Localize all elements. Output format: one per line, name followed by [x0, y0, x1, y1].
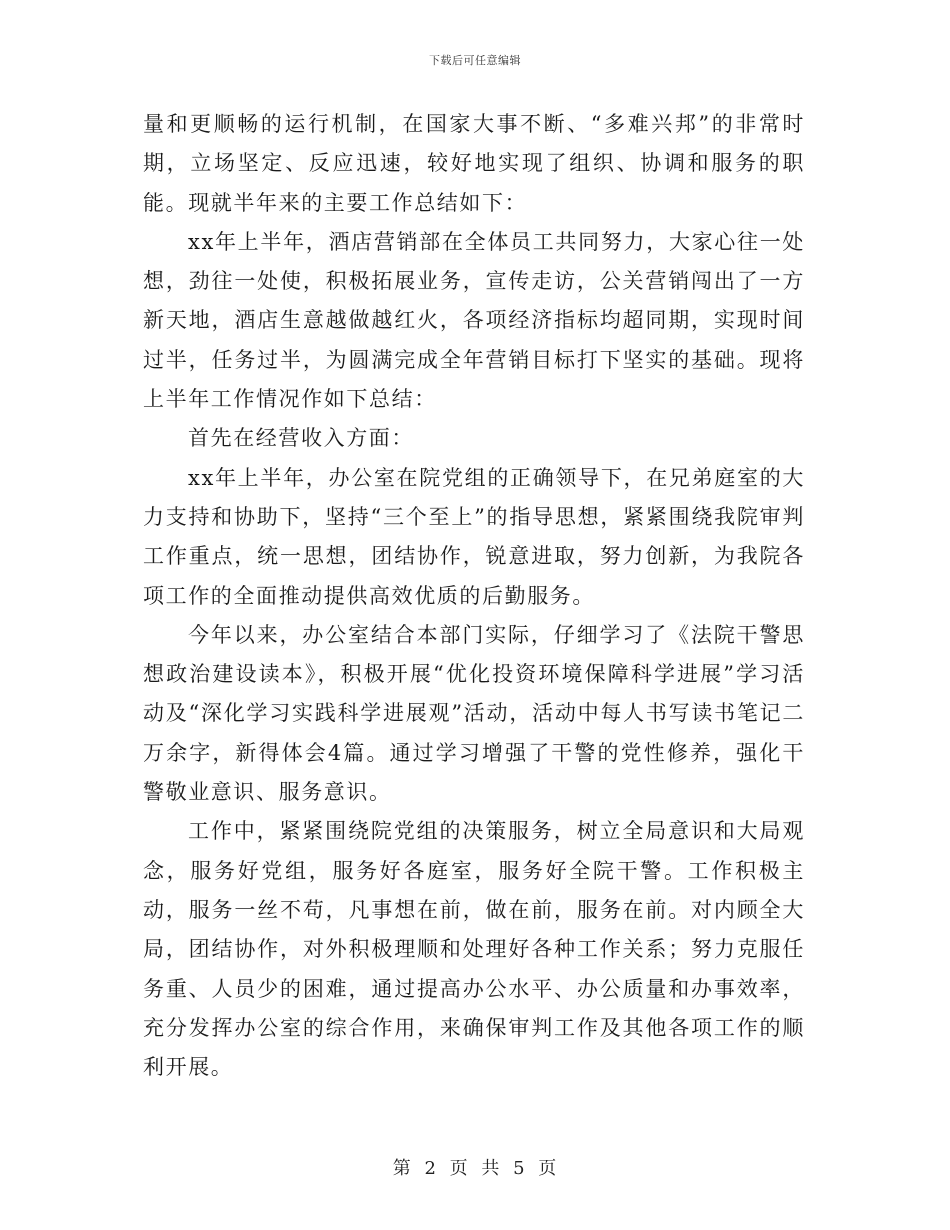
page-number-footer: 第 2 页 共 5 页	[392, 1158, 558, 1179]
paragraph: 首先在经营收入方面：	[188, 426, 414, 451]
paragraph: xx年上半年，办公室在院党组的正确领导下，在兄弟庭室的大力支持和协助下，坚持“三个至上”的指导思想，紧紧围绕我院审判工作重点，统一思想，团结协作，锐意进取，努力创新，为我院各项工作的全面推动提供高效优质的后勤服务。	[143, 465, 805, 608]
paragraph: 量和更顺畅的运行机制，在国家大事不断、“多难兴邦”的非常时期，立场坚定、反应迅速，较好地实现了组织、协调和服务的职能。现就半年来的主要工作总结如下：	[143, 112, 805, 215]
paragraph: xx年上半年，酒店营销部在全体员工共同努力，大家心往一处想，劲往一处使，积极拓展业务，宣传走访，公关营销闯出了一方新天地，酒店生意越做越红火，各项经济指标均超同期，实现时间过半，任务过半，为圆满完成全年营销目标打下坚实的基础。现将上半年工作情况作如下总结：	[143, 229, 805, 412]
paragraph: 工作中，紧紧围绕院党组的决策服务，树立全局意识和大局观念，服务好党组，服务好各庭室，服务好全院干警。工作积极主动，服务一丝不苟，凡事想在前，做在前，服务在前。对内顾全大局，团结协作，对外积极理顺和处理好各种工作关系；努力克服任务重、人员少的困难，通过提高办公水平、办公质量和办事效率，充分发挥办公室的综合作用，来确保审判工作及其他各项工作的顺利开展。	[143, 819, 805, 1080]
paragraph: 今年以来，办公室结合本部门实际，仔细学习了《法院干警思想政治建设读本》，积极开展“优化投资环境保障科学进展”学习活动及“深化学习实践科学进展观”活动，活动中每人书写读书笔记二万余字，新得体会4篇。通过学习增强了干警的党性修养，强化干警敬业意识、服务意识。	[143, 622, 805, 805]
document-body	[143, 105, 805, 1087]
page-header: 下载后可任意编辑	[429, 54, 521, 67]
